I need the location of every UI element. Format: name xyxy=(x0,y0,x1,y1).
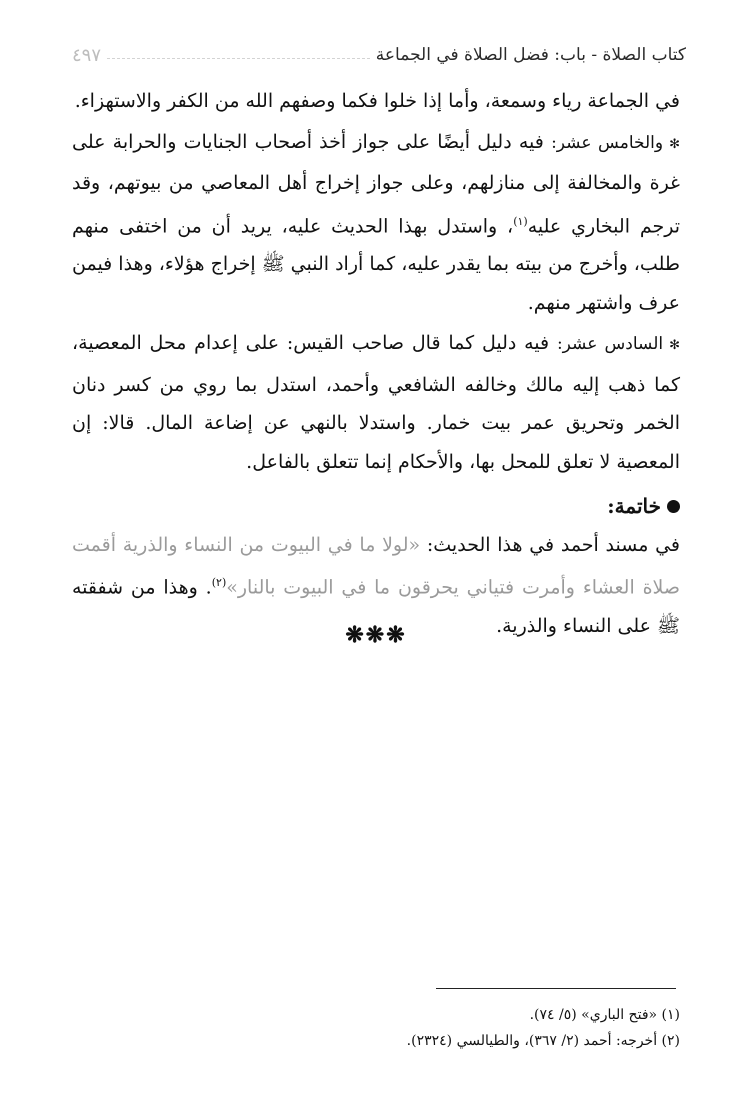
footnote-ref: (٢) xyxy=(211,576,227,590)
header-rule xyxy=(107,58,370,59)
footnote-ref: (١) xyxy=(513,214,528,228)
paragraph-text: ، واستدل بهذا الحديث عليه، يريد أن من اختفى منهم طلب، وأخرج من بيته بما يقدر عليه، كما أراد النبي ﷺ إخراج هؤلاء، وهذا فيمن عرف واشتهر منهم. xyxy=(72,214,680,314)
paragraph-sixteenth xyxy=(72,324,680,481)
hadith-quote: «لولا ما في البيوت من النساء والذرية أقمت صلاة العشاء وأمرت فتياني يحرقون ما في البيوت بالنار» xyxy=(72,533,681,599)
footnote-item: (٢) أخرجه: أحمد (٢/ ٣٦٧)، والطيالسي (٢٣٢٤). xyxy=(406,1033,680,1049)
running-header xyxy=(72,40,686,70)
paragraph-text: . وهذا من شفقته ﷺ على النساء والذرية. xyxy=(72,576,680,638)
paragraph-fifteenth xyxy=(72,123,680,323)
paragraph-text: في مسند أحمد في هذا الحديث: xyxy=(426,533,681,556)
paragraph-text: فيه دليل كما قال صاحب القيس: على إعدام محل المعصية، كما ذهب إليه مالك وخالفه الشافعي وأحمد، استدل بما روي من كسر دنان الخمر وتحريق عمر بيت خمار. واستدلا بالنهي عن إضاعة المال. قالا: إن المعصية لا تعلق للمحل بها، والأحكام إنما تتعلق بالفاعل. xyxy=(72,332,680,473)
paragraph-continuation: في الجماعة رياء وسمعة، وأما إذا خلوا فكما وصفهم الله من الكفر والاستهزاء. xyxy=(74,90,680,112)
section-separator: ❋❋❋ xyxy=(345,622,407,648)
page-body xyxy=(72,82,680,646)
section-heading-text: خاتمة: xyxy=(607,494,661,519)
footnote-rule xyxy=(436,988,676,989)
paragraph-text: فيه دليل أيضًا على جواز أخذ أصحاب الجنايات والحرابة على غرة والمخالفة إلى منازلهم، وعلى جواز إخراج أهل المعاصي من بيوتهم، وقد ترجم البخاري عليه xyxy=(72,130,680,237)
footnotes xyxy=(72,1002,680,1054)
point-label: والخامس عشر: xyxy=(551,132,664,153)
section-heading xyxy=(72,487,680,526)
page-number: ٤٩٧ xyxy=(72,44,102,66)
bullet-icon xyxy=(667,500,680,513)
footnote-item: (١) «فتح الباري» (٥/ ٧٤). xyxy=(529,1007,680,1023)
asterisk-icon: ✻ xyxy=(669,136,680,152)
header-title: كتاب الصلاة - باب: فضل الصلاة في الجماعة xyxy=(375,45,686,65)
point-label: السادس عشر: xyxy=(556,334,664,355)
asterisk-icon: ✻ xyxy=(669,338,681,354)
